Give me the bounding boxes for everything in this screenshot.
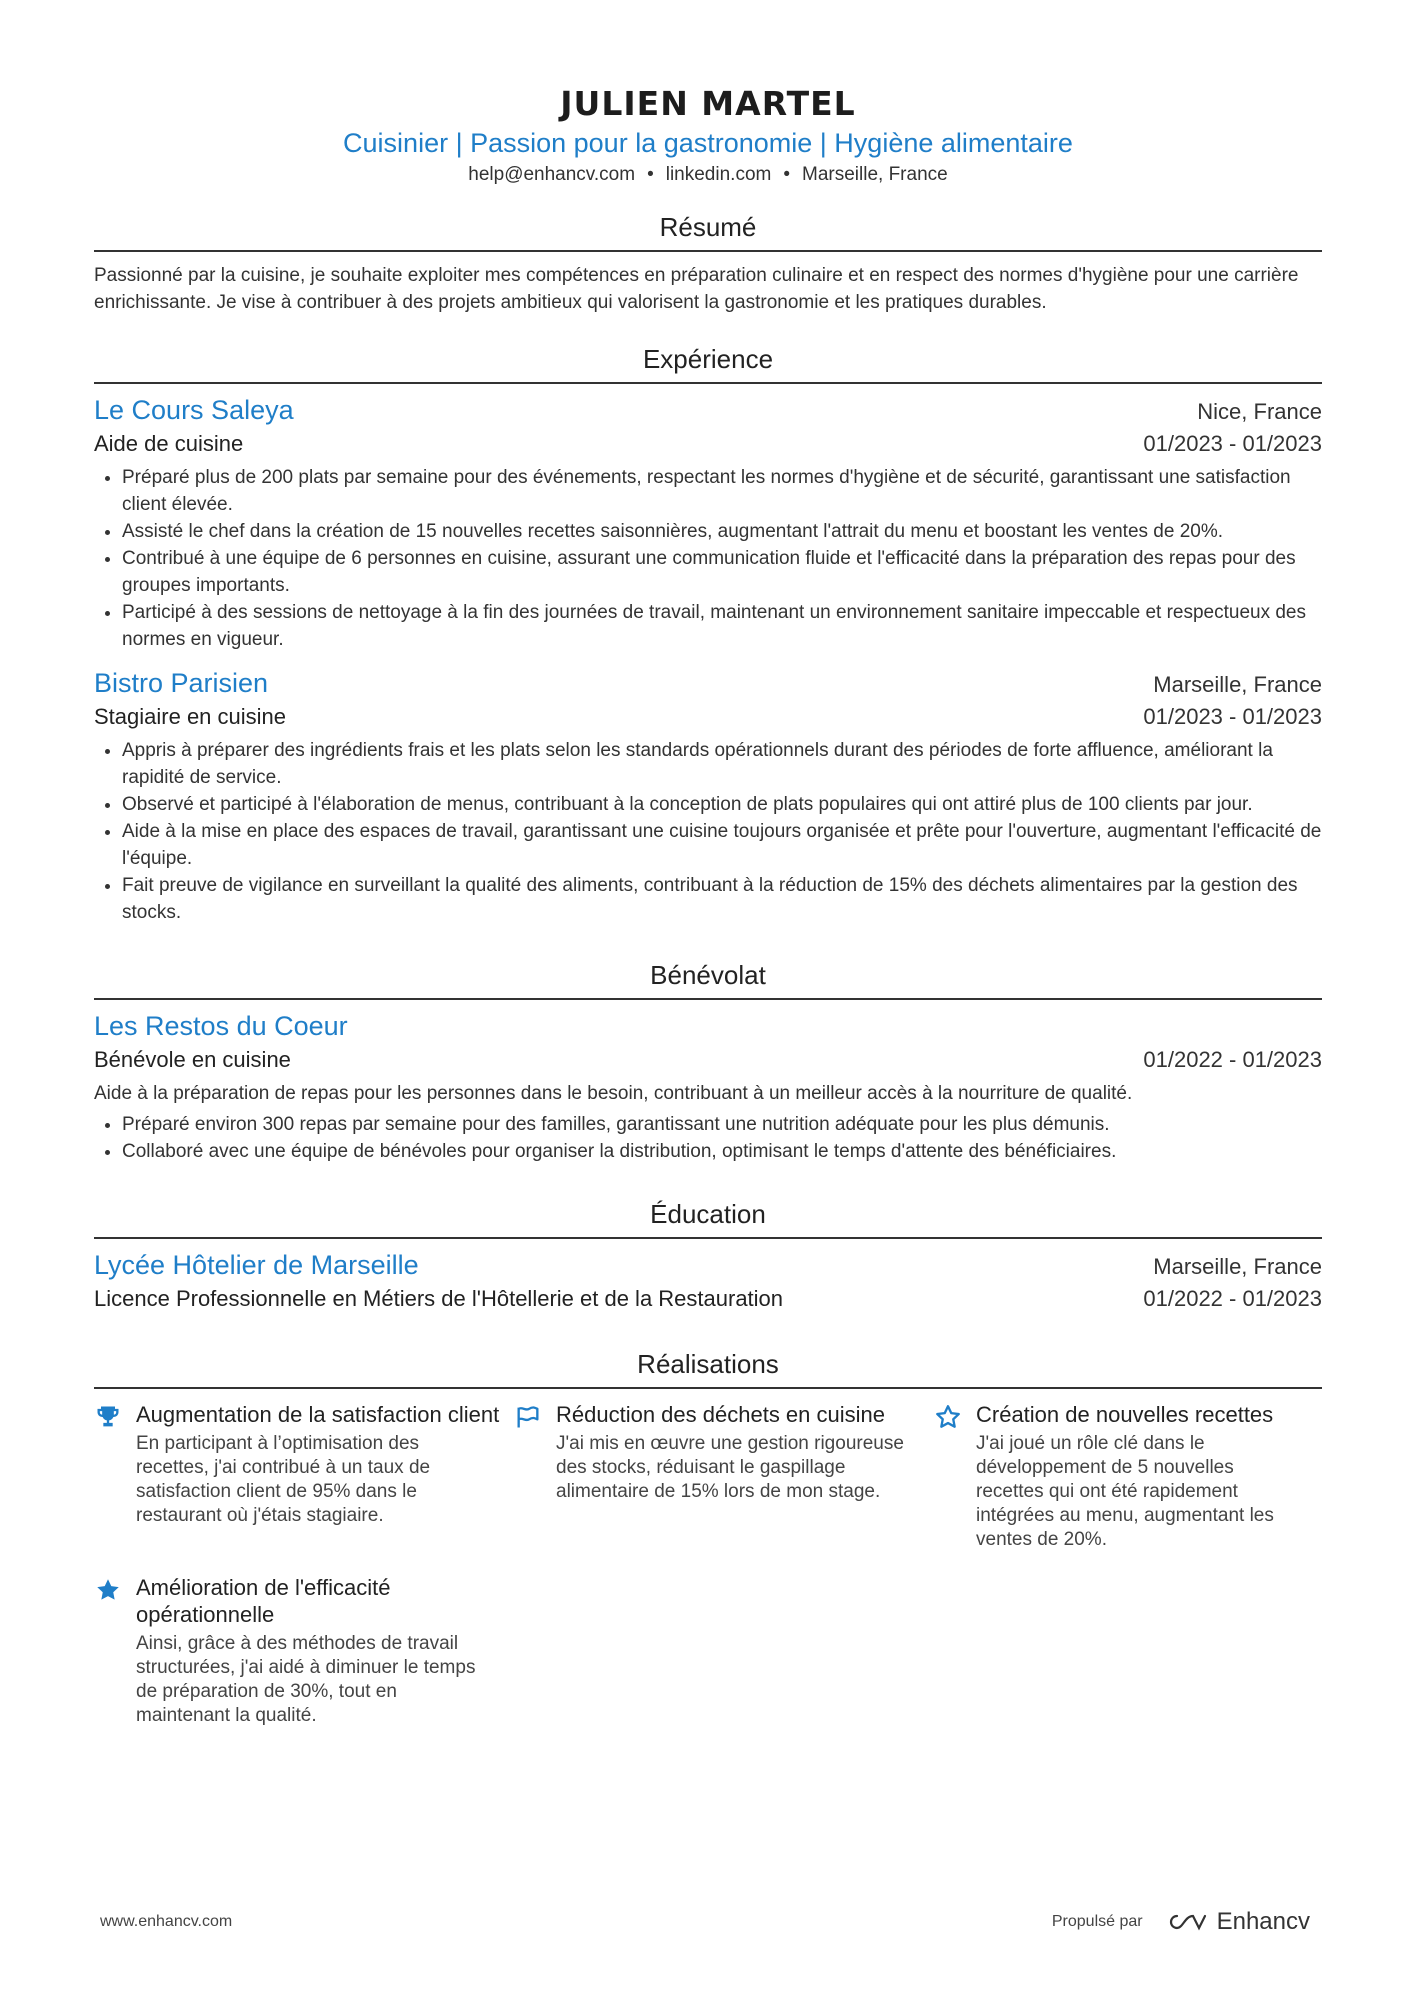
achievement-title: Augmentation de la satisfaction client [136, 1402, 500, 1427]
achievement-title: Réduction des déchets en cuisine [556, 1402, 885, 1427]
achievements-grid [94, 1401, 1322, 1750]
bullet-item: • Préparé environ 300 repas par semaine pour des familles, garantissant une nutrition adéquate pour les plus démunis. [122, 1111, 1322, 1138]
job-title: Aide de cuisine [94, 431, 244, 456]
job-location: Nice, France [1197, 399, 1322, 424]
education-entry [94, 1247, 1322, 1315]
summary-text: Passionné par la cuisine, je souhaite exploiter mes compétences en préparation culinaire et en respect des normes d'hygiène pour une carrière enrichissante. Je vise à contribuer à des projets ambitieux qui valorisent la gastronomie et les pratiques durables. [94, 265, 1299, 313]
employer-name: Bistro Parisien [94, 668, 269, 698]
trophy-icon [94, 1403, 124, 1433]
bullet-item: • Préparé plus de 200 plats par semaine pour des événements, respectant les normes d'hygiène et de sécurité, garantissant une satisfaction client élevée. [122, 464, 1322, 518]
volunteer-org: Les Restos du Coeur [94, 1011, 348, 1041]
experience-entry [94, 665, 1322, 926]
achievement-description: J'ai joué un rôle clé dans le développement de 5 nouvelles recettes qui ont été rapidement intégrées au menu, augmentant les ventes de 20%. [976, 1433, 1274, 1550]
achievement-item [94, 1574, 514, 1728]
section-title-experience: Expérience [94, 342, 1322, 384]
achievement-item [934, 1401, 1322, 1552]
experience-section [94, 342, 1322, 926]
page-footer [100, 1908, 1310, 1936]
job-bullets [94, 464, 1322, 653]
enhancv-logo-icon [1163, 1910, 1209, 1934]
job-bullets [94, 737, 1322, 926]
enhancv-logo[interactable] [1163, 1908, 1310, 1936]
separator-dot: • [783, 164, 790, 185]
section-title-achievements: Réalisations [94, 1347, 1322, 1389]
job-dates: 01/2023 - 01/2023 [1143, 704, 1322, 729]
volunteering-entry [94, 1008, 1322, 1165]
job-location: Marseille, France [1153, 672, 1322, 697]
achievement-description: J'ai mis en œuvre une gestion rigoureuse des stocks, réduisant le gaspillage alimentaire de 15% lors de mon stage. [556, 1433, 904, 1502]
volunteer-description: Aide à la préparation de repas pour les personnes dans le besoin, contribuant à un meilleur accès à la nourriture de qualité. [94, 1083, 1133, 1104]
achievement-item [94, 1401, 514, 1552]
volunteer-dates: 01/2022 - 01/2023 [1143, 1047, 1322, 1072]
bullet-item: • Participé à des sessions de nettoyage à la fin des journées de travail, maintenant un environnement sanitaire impeccable et respectueux des normes en vigueur. [122, 599, 1322, 653]
footer-branding [1052, 1908, 1310, 1936]
resume-page [94, 0, 1322, 1750]
separator-dot: • [647, 164, 654, 185]
powered-by-label: Propulsé par [1051, 1913, 1143, 1930]
bullet-item: • Observé et participé à l'élaboration de menus, contribuant à la conception de plats populaires qui ont attiré plus de 100 clients par jour. [122, 791, 1322, 818]
contact-linkedin[interactable]: linkedin.com [665, 164, 772, 185]
achievement-title: Amélioration de l'efficacité opérationnelle [136, 1575, 391, 1627]
education-section [94, 1197, 1322, 1315]
star-filled-icon [94, 1576, 124, 1606]
degree-name: Licence Professionnelle en Métiers de l'Hôtellerie et de la Restauration [94, 1286, 784, 1311]
star-outline-icon [934, 1403, 964, 1433]
job-title: Stagiaire en cuisine [94, 704, 287, 729]
bullet-item: • Aide à la mise en place des espaces de travail, garantissant une cuisine toujours organisée et prête pour l'ouverture, augmentant l'efficacité de l'équipe. [122, 818, 1322, 872]
bullet-item: • Appris à préparer des ingrédients frais et les plats selon les standards opérationnels durant des périodes de forte affluence, améliorant la rapidité de service. [122, 737, 1322, 791]
bullet-item: • Assisté le chef dans la création de 15 nouvelles recettes saisonnières, augmentant l'attrait du menu et boostant les ventes de 20%. [122, 518, 1322, 545]
achievements-section [94, 1347, 1322, 1750]
school-location: Marseille, France [1153, 1254, 1322, 1279]
contact-email[interactable]: help@enhancv.com [468, 164, 636, 185]
achievement-title: Création de nouvelles recettes [976, 1402, 1274, 1427]
school-name: Lycée Hôtelier de Marseille [94, 1250, 419, 1280]
contact-location: Marseille, France [802, 164, 948, 185]
footer-website-link[interactable]: www.enhancv.com [100, 1913, 233, 1930]
summary-section [94, 210, 1322, 316]
employer-name: Le Cours Saleya [94, 395, 294, 425]
flag-icon [514, 1403, 544, 1433]
experience-entry [94, 392, 1322, 653]
volunteering-section [94, 958, 1322, 1165]
bullet-item: • Fait preuve de vigilance en surveillant la qualité des aliments, contribuant à la réduction de 15% des déchets alimentaires par la gestion des stocks. [122, 872, 1322, 926]
resume-header [94, 0, 1322, 188]
brand-name: Enhancv [1216, 1908, 1310, 1935]
section-title-volunteering: Bénévolat [94, 958, 1322, 1000]
bullet-item: • Contribué à une équipe de 6 personnes en cuisine, assurant une communication fluide et l'efficacité dans la préparation des repas pour des groupes importants. [122, 545, 1322, 599]
job-dates: 01/2023 - 01/2023 [1143, 431, 1322, 456]
achievement-item [514, 1401, 934, 1552]
education-dates: 01/2022 - 01/2023 [1143, 1286, 1322, 1311]
achievement-description: En participant à l’optimisation des recettes, j'ai contribué à un taux de satisfaction client de 95% dans le restaurant où j'étais stagiaire. [136, 1433, 431, 1526]
volunteer-bullets [94, 1111, 1322, 1165]
candidate-name: JULIEN MARTEL [560, 84, 856, 123]
headline: Cuisinier | Passion pour la gastronomie | Hygiène alimentaire [343, 128, 1073, 158]
achievement-description: Ainsi, grâce à des méthodes de travail structurées, j'ai aidé à diminuer le temps de préparation de 30%, tout en maintenant la qualité. [136, 1633, 476, 1726]
section-title-education: Éducation [94, 1197, 1322, 1239]
volunteer-role: Bénévole en cuisine [94, 1047, 291, 1072]
contact-line [94, 162, 1322, 188]
section-title-summary: Résumé [94, 210, 1322, 252]
bullet-item: • Collaboré avec une équipe de bénévoles pour organiser la distribution, optimisant le temps d'attente des bénéficiaires. [122, 1138, 1322, 1165]
